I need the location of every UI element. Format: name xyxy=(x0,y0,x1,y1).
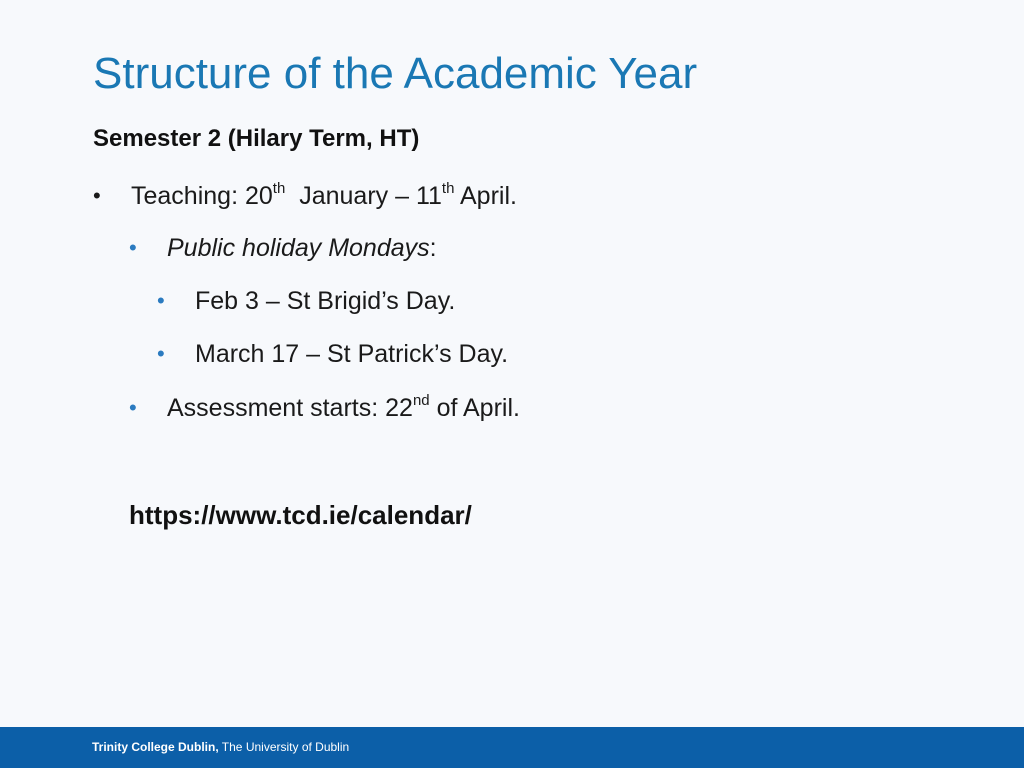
semester-heading: Semester 2 (Hilary Term, HT) xyxy=(93,125,420,152)
footer-text xyxy=(92,735,349,759)
public-holidays-colon: : xyxy=(429,234,437,262)
public-holidays-label: Public holiday Mondays xyxy=(167,234,430,262)
teaching-sup-end: th xyxy=(441,180,455,197)
assessment-line xyxy=(167,392,520,424)
bullet-assessment: • xyxy=(129,395,137,420)
holiday-item: Feb 3 – St Brigid’s Day. xyxy=(195,287,456,315)
public-holidays-line xyxy=(167,232,437,264)
footer-subtitle: The University of Dublin xyxy=(218,740,350,754)
assessment-suffix: of April. xyxy=(429,394,520,422)
footer-bar xyxy=(0,727,1024,768)
teaching-suffix: April. xyxy=(454,182,517,210)
holiday-item: March 17 – St Patrick’s Day. xyxy=(195,340,509,368)
teaching-line xyxy=(131,180,517,212)
bullet-teaching: • xyxy=(93,183,101,208)
calendar-link[interactable]: https://www.tcd.ie/calendar/ xyxy=(129,500,472,530)
bullet-public-holidays: • xyxy=(129,235,137,260)
slide-title: Structure of the Academic Year xyxy=(93,49,698,98)
teaching-middle: January – 11 xyxy=(299,182,442,210)
assessment-prefix: Assessment starts: 22 xyxy=(167,394,413,422)
bullet-holiday-1: • xyxy=(157,288,165,313)
assessment-sup: nd xyxy=(412,392,430,409)
teaching-sup-start: th xyxy=(272,180,286,197)
bullet-holiday-2: • xyxy=(157,341,165,366)
footer-institution: Trinity College Dublin, xyxy=(92,740,219,754)
teaching-prefix: Teaching: 20 xyxy=(131,182,273,210)
